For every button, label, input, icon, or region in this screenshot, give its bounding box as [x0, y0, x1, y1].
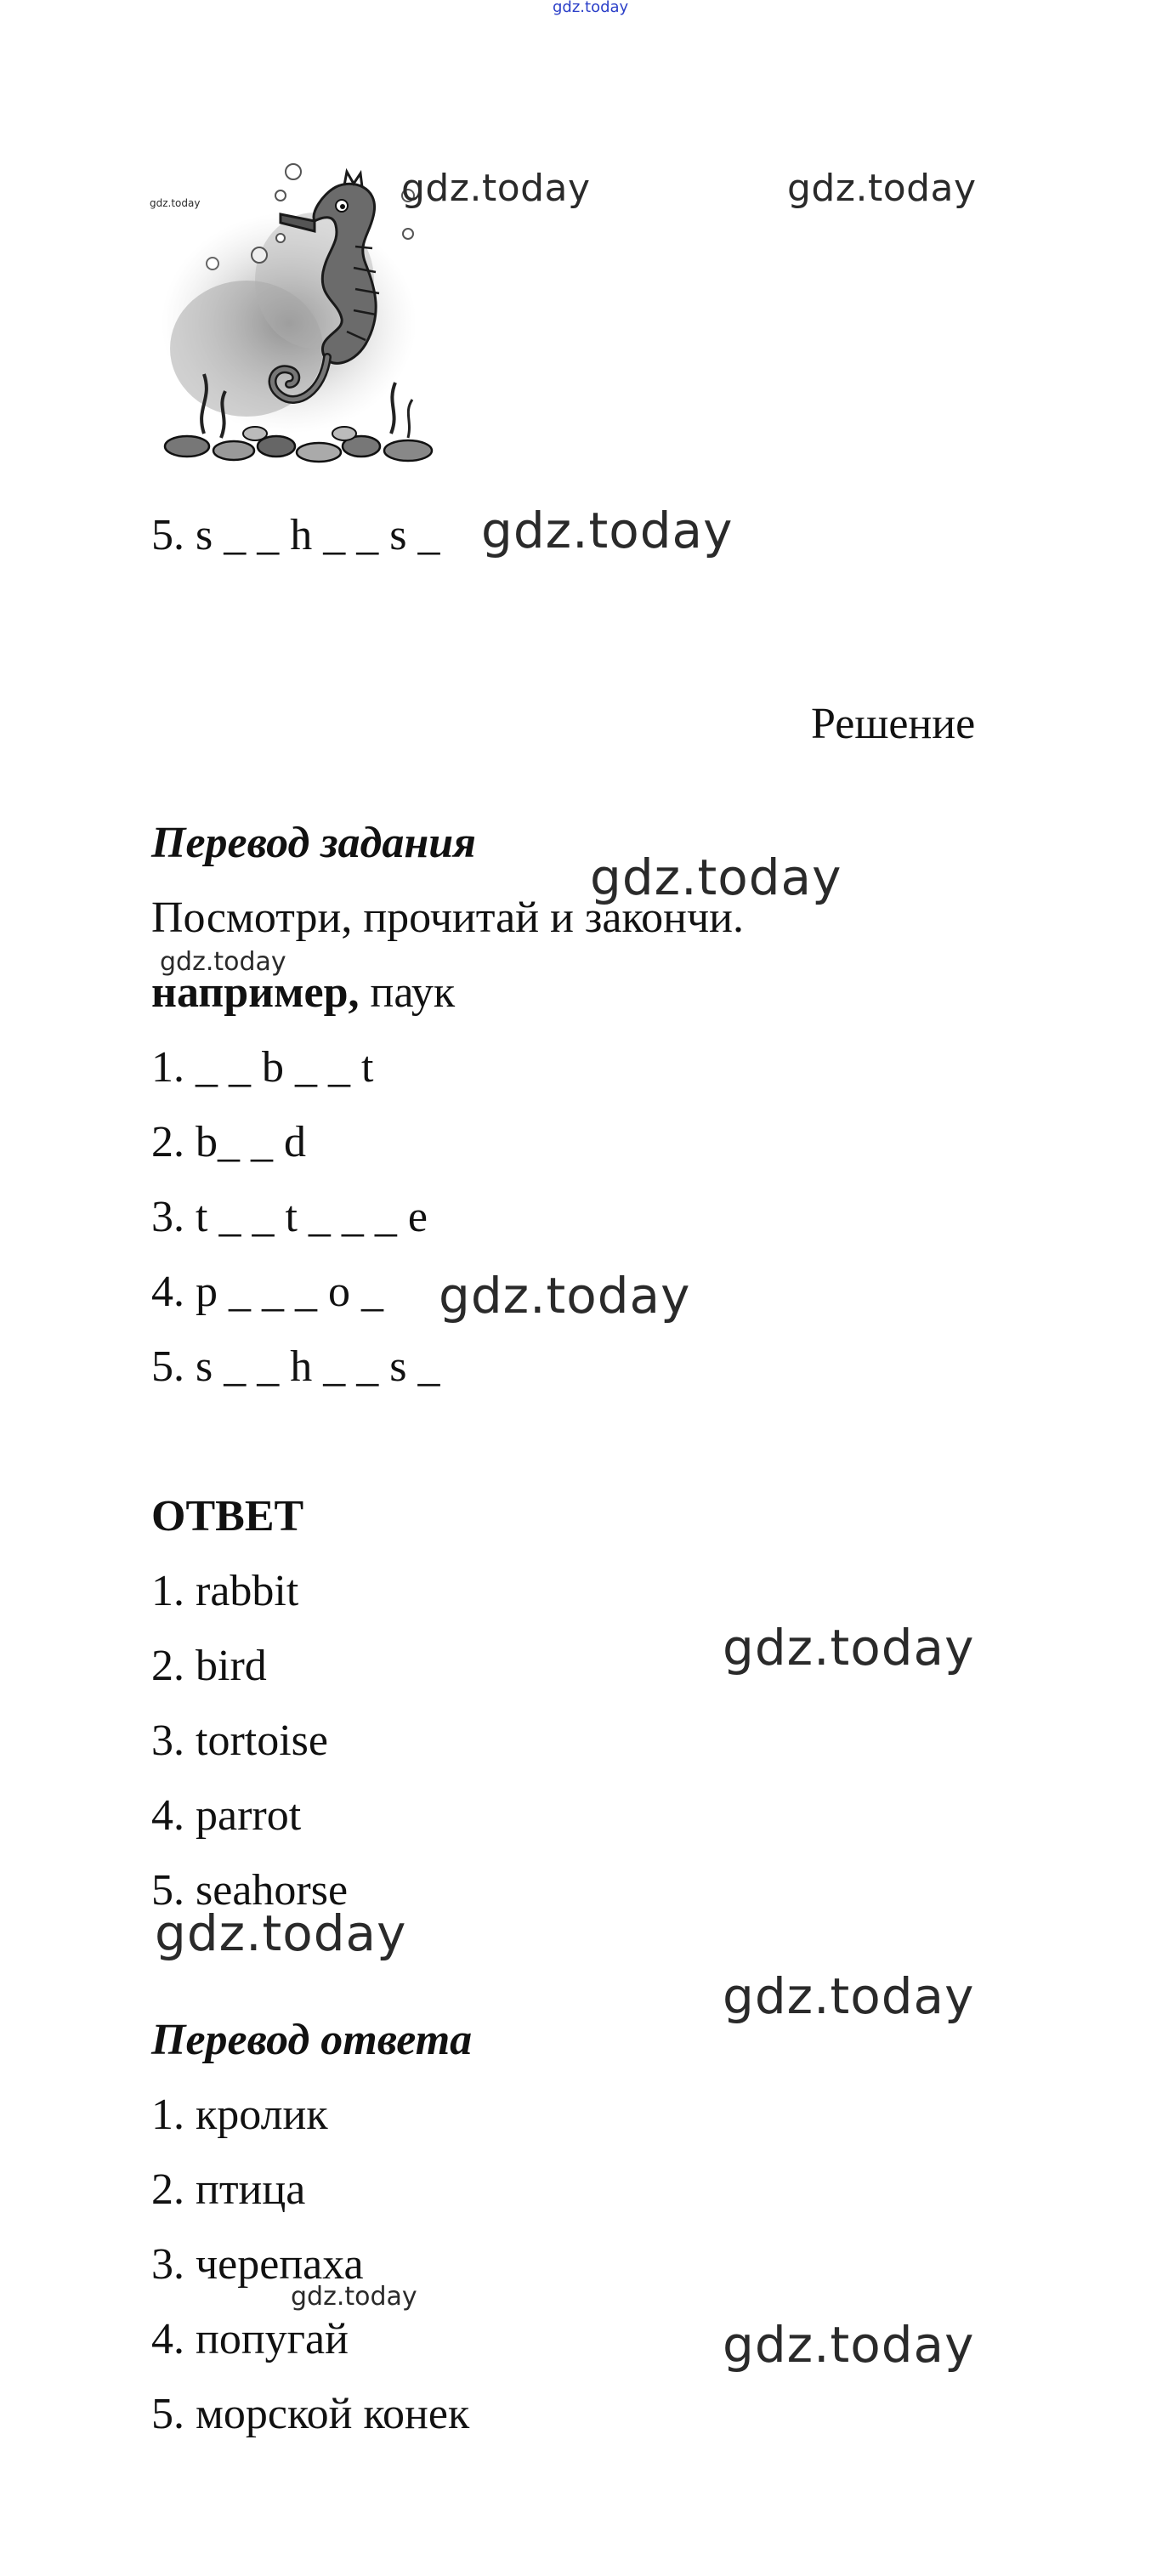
translation-item-1: 1. _ _ b _ _ t	[151, 1043, 374, 1092]
answer-translation-item-4: 4. попугай	[151, 2315, 349, 2363]
watermark-top: gdz.today	[553, 0, 629, 16]
watermark-image-right-2: gdz.today	[787, 167, 977, 210]
watermark-item-4: gdz.today	[439, 1267, 691, 1325]
translation-item-5: 5. s _ _ h _ _ s _	[151, 1342, 440, 1391]
answer-translation-item-1: 1. кролик	[151, 2091, 328, 2139]
translation-item-2: 2. b_ _ d	[151, 1118, 306, 1166]
example-line	[151, 967, 455, 1018]
task-translation-title: Перевод задания	[151, 819, 476, 867]
example-label: например,	[151, 968, 360, 1017]
task-item-5: 5. s _ _ h _ _ s _	[151, 511, 440, 559]
answer-item-3: 3. tortoise	[151, 1716, 328, 1765]
example-word: паук	[359, 968, 456, 1017]
translation-item-4: 4. p _ _ _ o _	[151, 1268, 383, 1316]
watermark-answers-right: gdz.today	[723, 1619, 975, 1677]
answer-translation-item-5: 5. морской конек	[151, 2390, 470, 2438]
answer-item-5: 5. seahorse	[151, 1866, 349, 1915]
answer-item-4: 4. parrot	[151, 1791, 302, 1840]
watermark-small-example: gdz.today	[160, 947, 286, 977]
watermark-image-right-1: gdz.today	[401, 167, 591, 210]
task-instruction: Посмотри, прочитай и закончи.	[151, 894, 744, 942]
answer-item-1: 1. rabbit	[151, 1567, 299, 1615]
watermark-small-translation: gdz.today	[291, 2282, 417, 2312]
translation-item-3: 3. t _ _ t _ _ _ e	[151, 1193, 428, 1241]
answer-title: ОТВЕТ	[151, 1492, 304, 1540]
watermark-near-title: gdz.today	[590, 848, 842, 906]
watermark-after-answers: gdz.today	[155, 1904, 407, 1962]
answer-translation-title: Перевод ответа	[151, 2016, 473, 2064]
answer-translation-item-2: 2. птица	[151, 2165, 306, 2214]
watermark-tiny: gdz.today	[150, 197, 201, 209]
answer-item-2: 2. bird	[151, 1642, 267, 1690]
watermark-bottom-right: gdz.today	[723, 2316, 975, 2374]
answer-translation-item-3: 3. черепаха	[151, 2240, 364, 2289]
solution-label: Решение	[811, 700, 976, 748]
watermark-task-inline: gdz.today	[481, 502, 734, 559]
watermark-translation-right: gdz.today	[723, 1967, 975, 2025]
